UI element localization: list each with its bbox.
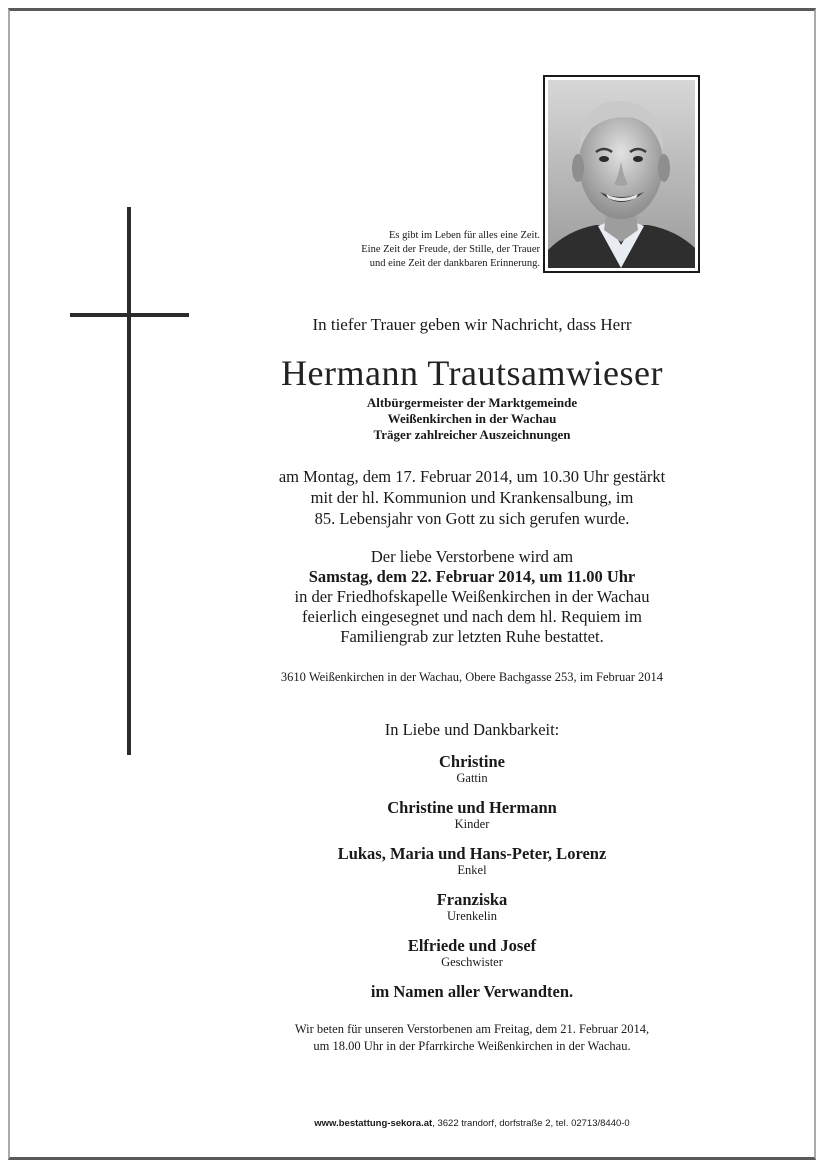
family-relation: Enkel <box>457 863 487 877</box>
family-names: Franziska <box>436 890 508 909</box>
cross-vertical-bar <box>127 207 131 755</box>
notice-line: mit der hl. Kommunion und Krankensalbung, im <box>310 488 634 507</box>
title-line: Träger zahlreicher Auszeichnungen <box>373 427 571 442</box>
family-relation: Urenkelin <box>447 909 497 923</box>
funeral-line: Familiengrab zur letzten Ruhe bestattet. <box>340 627 604 646</box>
deceased-name: Hermann Trautsamwieser <box>281 353 663 393</box>
mass-line: Wir beten für unseren Verstorbenen am Freitag, dem 21. Februar 2014, <box>294 1022 650 1036</box>
family-relation: Geschwister <box>441 955 503 969</box>
family-names: Elfriede und Josef <box>407 936 537 955</box>
address-line: 3610 Weißenkirchen in der Wachau, Obere Bachgasse 253, im Februar 2014 <box>280 670 664 684</box>
portrait-image <box>548 80 695 268</box>
footer-website[interactable]: www.bestattung-sekora.at <box>314 1118 433 1129</box>
funeral-date: Samstag, dem 22. Februar 2014, um 11.00 Uhr <box>308 567 636 586</box>
memorial-quote <box>250 229 540 271</box>
mass-notice <box>220 1021 724 1055</box>
family-group <box>220 752 724 798</box>
family-list <box>220 752 724 982</box>
photo-ear-left <box>572 154 584 182</box>
funeral-line: in der Friedhofskapelle Weißenkirchen in der Wachau <box>294 587 650 606</box>
title-line: Altbürgermeister der Marktgemeinde <box>366 395 578 410</box>
family-group <box>220 844 724 890</box>
photo-ear-right <box>658 154 670 182</box>
family-names: Christine <box>439 752 505 771</box>
death-notice <box>220 466 724 529</box>
mass-line: um 18.00 Uhr in der Pfarrkirche Weißenkirchen in der Wachau. <box>313 1039 631 1053</box>
closing-line: im Namen aller Verwandten. <box>370 982 574 1001</box>
portrait-photo <box>543 75 700 273</box>
family-group <box>220 890 724 936</box>
family-names: Lukas, Maria und Hans-Peter, Lorenz <box>337 844 607 863</box>
quote-line: Es gibt im Leben für alles eine Zeit. <box>388 230 540 241</box>
funeral-details <box>220 547 724 647</box>
funeral-home-footer <box>220 1118 724 1130</box>
intro-text: In tiefer Trauer geben wir Nachricht, dass Herr <box>312 315 632 334</box>
funeral-line: feierlich eingesegnet und nach dem hl. Requiem im <box>302 607 642 626</box>
cross-horizontal-bar <box>70 313 189 317</box>
footer-details: , 3622 trandorf, dorfstraße 2, tel. 02713/8440-0 <box>432 1118 630 1129</box>
quote-line: Eine Zeit der Freude, der Stille, der Trauer <box>361 244 540 255</box>
family-relation: Gattin <box>456 771 488 785</box>
deceased-titles <box>220 395 724 443</box>
family-group <box>220 798 724 844</box>
family-relation: Kinder <box>454 817 490 831</box>
quote-line: und eine Zeit der dankbaren Erinnerung. <box>369 258 540 269</box>
thanks-intro: In Liebe und Dankbarkeit: <box>384 720 560 739</box>
family-group <box>220 936 724 982</box>
family-names: Christine und Hermann <box>387 798 557 817</box>
funeral-line: Der liebe Verstorbene wird am <box>370 547 574 566</box>
title-line: Weißenkirchen in der Wachau <box>387 411 557 426</box>
notice-line: 85. Lebensjahr von Gott zu sich gerufen wurde. <box>314 509 630 528</box>
notice-line: am Montag, dem 17. Februar 2014, um 10.30 Uhr gestärkt <box>278 467 666 486</box>
